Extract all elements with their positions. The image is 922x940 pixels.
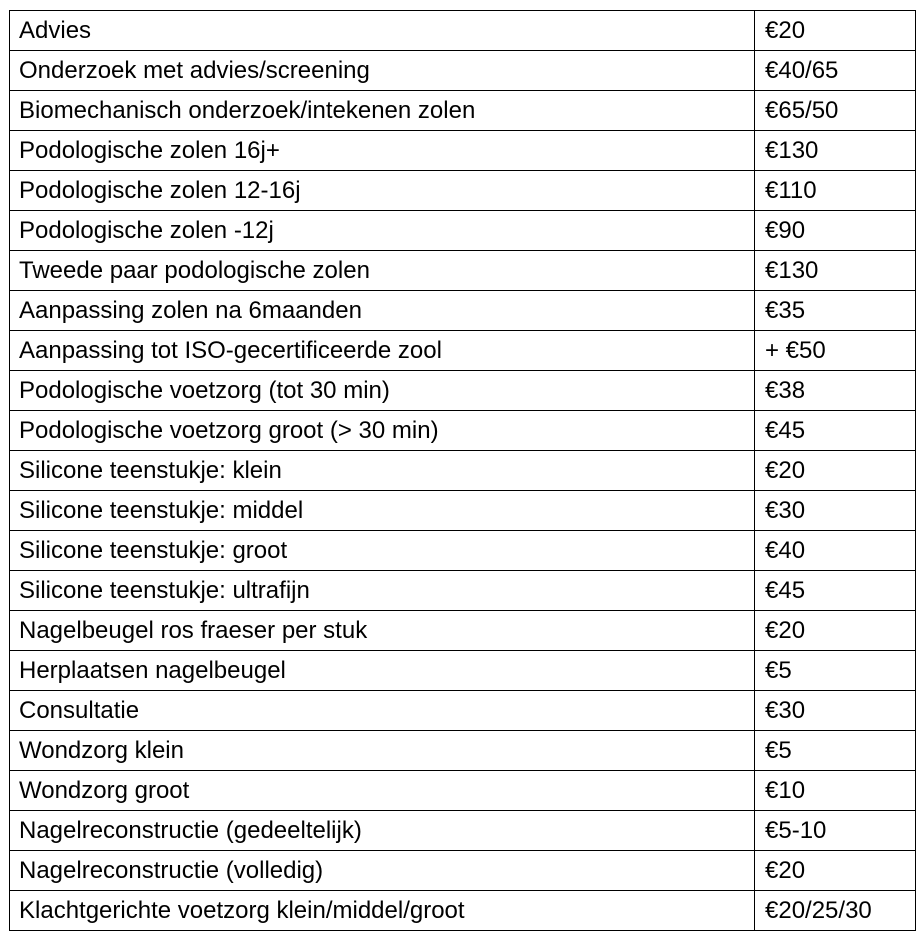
table-row (10, 451, 916, 491)
service-cell: Wondzorg groot (10, 771, 755, 811)
service-cell: Silicone teenstukje: middel (10, 491, 755, 531)
service-cell: Podologische zolen 16j+ (10, 131, 755, 171)
table-row (10, 131, 916, 171)
price-cell: €20 (755, 851, 916, 891)
service-cell: Podologische zolen -12j (10, 211, 755, 251)
price-cell: €110 (755, 171, 916, 211)
service-cell: Onderzoek met advies/screening (10, 51, 755, 91)
table-row (10, 91, 916, 131)
price-cell: + €50 (755, 331, 916, 371)
price-cell: €5 (755, 651, 916, 691)
price-cell: €45 (755, 411, 916, 451)
table-row (10, 171, 916, 211)
table-row (10, 611, 916, 651)
table-row (10, 291, 916, 331)
price-cell: €40 (755, 531, 916, 571)
price-cell: €45 (755, 571, 916, 611)
price-cell: €20 (755, 451, 916, 491)
service-cell: Podologische voetzorg groot (> 30 min) (10, 411, 755, 451)
price-cell: €10 (755, 771, 916, 811)
price-cell: €30 (755, 491, 916, 531)
price-cell: €38 (755, 371, 916, 411)
table-row (10, 691, 916, 731)
table-row (10, 11, 916, 51)
service-cell: Podologische voetzorg (tot 30 min) (10, 371, 755, 411)
price-cell: €40/65 (755, 51, 916, 91)
service-cell: Nagelreconstructie (gedeeltelijk) (10, 811, 755, 851)
price-cell: €20 (755, 611, 916, 651)
service-cell: Podologische zolen 12-16j (10, 171, 755, 211)
table-row (10, 211, 916, 251)
service-cell: Silicone teenstukje: ultrafijn (10, 571, 755, 611)
price-table (9, 10, 916, 931)
service-cell: Wondzorg klein (10, 731, 755, 771)
price-cell: €90 (755, 211, 916, 251)
price-cell: €5-10 (755, 811, 916, 851)
service-cell: Nagelreconstructie (volledig) (10, 851, 755, 891)
service-cell: Klachtgerichte voetzorg klein/middel/groot (10, 891, 755, 931)
table-row (10, 411, 916, 451)
price-cell: €130 (755, 251, 916, 291)
table-row (10, 51, 916, 91)
price-cell: €30 (755, 691, 916, 731)
table-row (10, 851, 916, 891)
table-row (10, 891, 916, 931)
service-cell: Biomechanisch onderzoek/intekenen zolen (10, 91, 755, 131)
table-row (10, 251, 916, 291)
price-cell: €35 (755, 291, 916, 331)
price-cell: €5 (755, 731, 916, 771)
service-cell: Silicone teenstukje: groot (10, 531, 755, 571)
table-row (10, 371, 916, 411)
price-cell: €65/50 (755, 91, 916, 131)
price-cell: €20 (755, 11, 916, 51)
service-cell: Herplaatsen nagelbeugel (10, 651, 755, 691)
service-cell: Tweede paar podologische zolen (10, 251, 755, 291)
table-row (10, 651, 916, 691)
price-table-body (10, 11, 916, 931)
service-cell: Nagelbeugel ros fraeser per stuk (10, 611, 755, 651)
service-cell: Advies (10, 11, 755, 51)
table-row (10, 731, 916, 771)
service-cell: Silicone teenstukje: klein (10, 451, 755, 491)
price-cell: €130 (755, 131, 916, 171)
table-row (10, 531, 916, 571)
table-row (10, 811, 916, 851)
table-row (10, 771, 916, 811)
price-cell: €20/25/30 (755, 891, 916, 931)
service-cell: Aanpassing tot ISO-gecertificeerde zool (10, 331, 755, 371)
table-row (10, 331, 916, 371)
table-row (10, 571, 916, 611)
service-cell: Aanpassing zolen na 6maanden (10, 291, 755, 331)
service-cell: Consultatie (10, 691, 755, 731)
table-row (10, 491, 916, 531)
